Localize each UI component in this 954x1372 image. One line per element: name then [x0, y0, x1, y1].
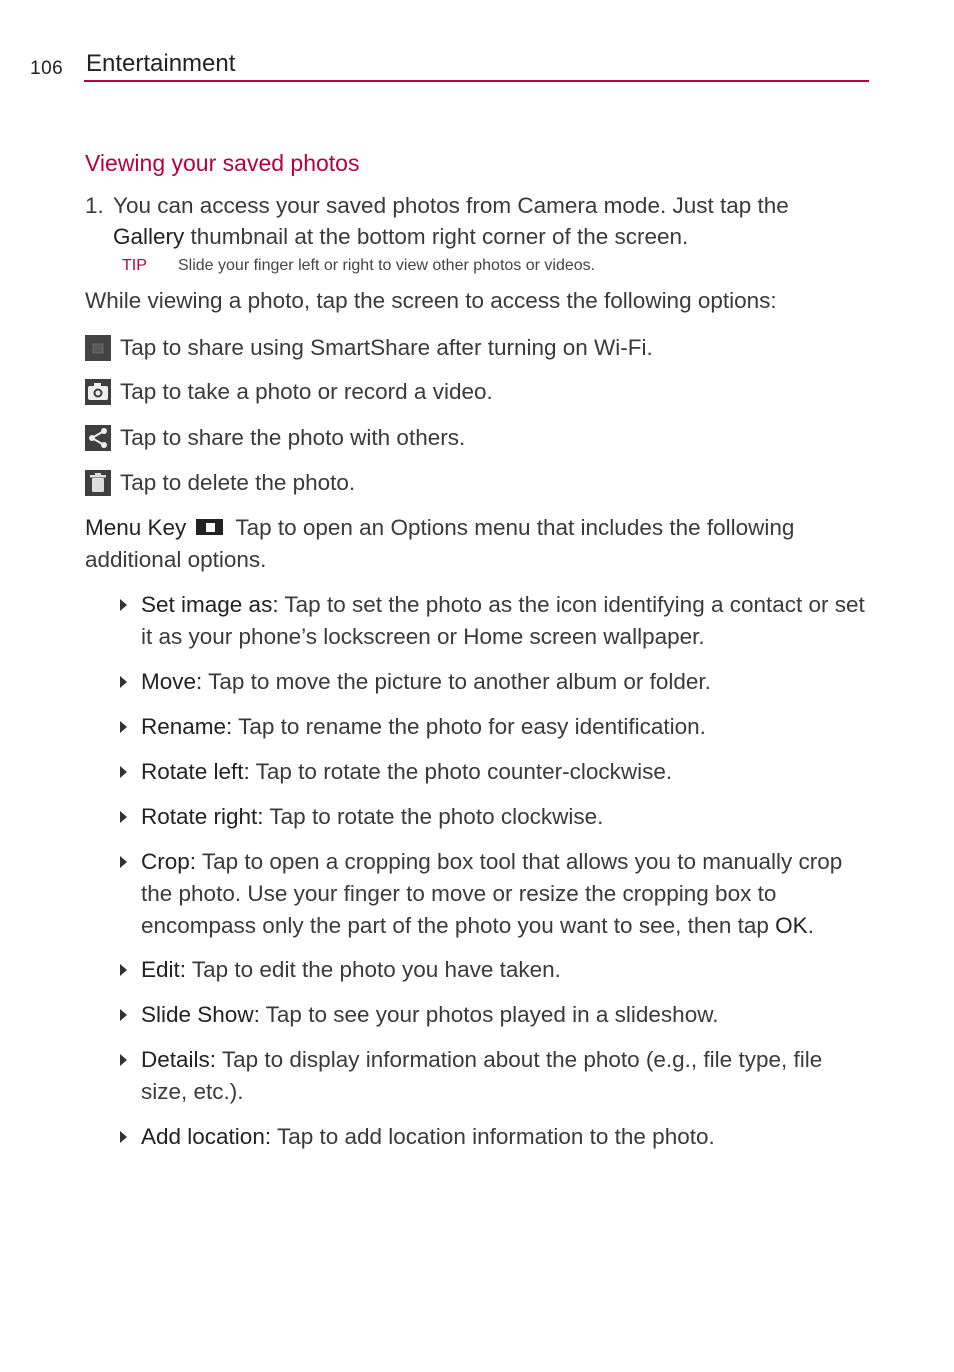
bullet-arrow-icon — [120, 1009, 127, 1021]
share-icon — [85, 425, 111, 451]
intro-text: While viewing a photo, tap the screen to access the following options: — [85, 288, 777, 313]
icon-item-share — [85, 424, 465, 452]
bullet-arrow-icon — [120, 766, 127, 778]
page-number: 106 — [30, 58, 64, 79]
header-rule — [84, 80, 869, 82]
ok-term: OK — [775, 913, 808, 938]
tip — [122, 257, 595, 275]
option-desc: Tap to edit the photo you have taken. — [186, 957, 561, 982]
option-term: Edit: — [141, 957, 187, 982]
option-add-location — [141, 1121, 871, 1153]
option-term: Slide Show: — [141, 1002, 260, 1027]
option-move — [141, 666, 871, 698]
gallery-term: Gallery — [113, 224, 185, 249]
icon-item-text: Tap to take a photo or record a video. — [120, 379, 493, 404]
option-rename — [141, 711, 871, 743]
option-term: Details: — [141, 1047, 217, 1072]
bullet-arrow-icon — [120, 599, 127, 611]
option-desc: Tap to add location information to the photo. — [271, 1124, 715, 1149]
option-desc: Tap to set the photo as the icon identifying a contact or set it as your phone’s lockscreen or Home screen wallpaper. — [141, 592, 865, 649]
section-header: Entertainment — [86, 50, 236, 77]
option-desc: Tap to rename the photo for easy identification. — [232, 714, 706, 739]
camera-icon — [85, 379, 111, 405]
icon-item-text: Tap to delete the photo. — [120, 470, 356, 495]
icon-item-camera — [85, 378, 493, 406]
step-number: 1. — [85, 193, 104, 218]
bullet-arrow-icon — [120, 856, 127, 868]
menu-key-text: Tap to open an Options menu that includes the following additional options. — [85, 515, 795, 572]
tip-label: TIP — [122, 257, 147, 274]
icon-item-text: Tap to share using SmartShare after turning on Wi-Fi. — [120, 335, 653, 360]
bullet-arrow-icon — [120, 1131, 127, 1143]
trash-icon — [85, 470, 111, 496]
subheading: Viewing your saved photos — [85, 150, 360, 176]
option-desc: Tap to see your photos played in a slideshow. — [259, 1002, 719, 1027]
option-term: Move: — [141, 669, 203, 694]
menu-key-label: Menu Key — [85, 515, 187, 540]
step-1 — [85, 190, 845, 252]
option-term: Rotate left: — [141, 759, 250, 784]
step-text: You can access your saved photos from Camera mode. Just tap the Gallery thumbnail at the bottom right corner of the screen. — [113, 193, 789, 249]
option-crop: Crop: Tap to open a cropping box tool that allows you to manually crop the photo. Use your finger to move or resize the cropping box to encompass only the part of the photo you want to see, then tap OK. — [141, 846, 871, 942]
bullet-arrow-icon — [120, 964, 127, 976]
bullet-arrow-icon — [120, 721, 127, 733]
option-term: Crop: — [141, 849, 197, 874]
option-desc: Tap to open a cropping box tool that allows you to manually crop the photo. Use your finger to move or resize the cropping box to encompass only the part of the photo you want to see, then tap — [141, 849, 843, 938]
icon-item-trash — [85, 469, 355, 497]
option-rotate-left — [141, 756, 871, 788]
smartshare-icon — [85, 335, 111, 361]
option-set-image — [141, 589, 871, 653]
bullet-arrow-icon — [120, 811, 127, 823]
menu-key-paragraph — [85, 512, 875, 576]
bullet-arrow-icon — [120, 1054, 127, 1066]
option-desc: Tap to rotate the photo counter-clockwise. — [249, 759, 673, 784]
option-term: Rename: — [141, 714, 233, 739]
option-term: Set image as: — [141, 592, 279, 617]
menu-key-icon — [196, 519, 223, 535]
option-term: Add location: — [141, 1124, 272, 1149]
option-desc: Tap to display information about the photo (e.g., file type, file size, etc.). — [141, 1047, 823, 1104]
option-rotate-right — [141, 801, 871, 833]
bullet-arrow-icon — [120, 676, 127, 688]
tip-text: Slide your finger left or right to view other photos or videos. — [178, 257, 596, 274]
icon-item-text: Tap to share the photo with others. — [120, 425, 466, 450]
option-slide-show — [141, 999, 871, 1031]
option-details — [141, 1044, 871, 1108]
option-term: Rotate right: — [141, 804, 264, 829]
option-edit — [141, 954, 871, 986]
icon-item-smartshare — [85, 334, 653, 362]
option-desc: Tap to rotate the photo clockwise. — [263, 804, 604, 829]
option-desc: Tap to move the picture to another album or folder. — [202, 669, 711, 694]
